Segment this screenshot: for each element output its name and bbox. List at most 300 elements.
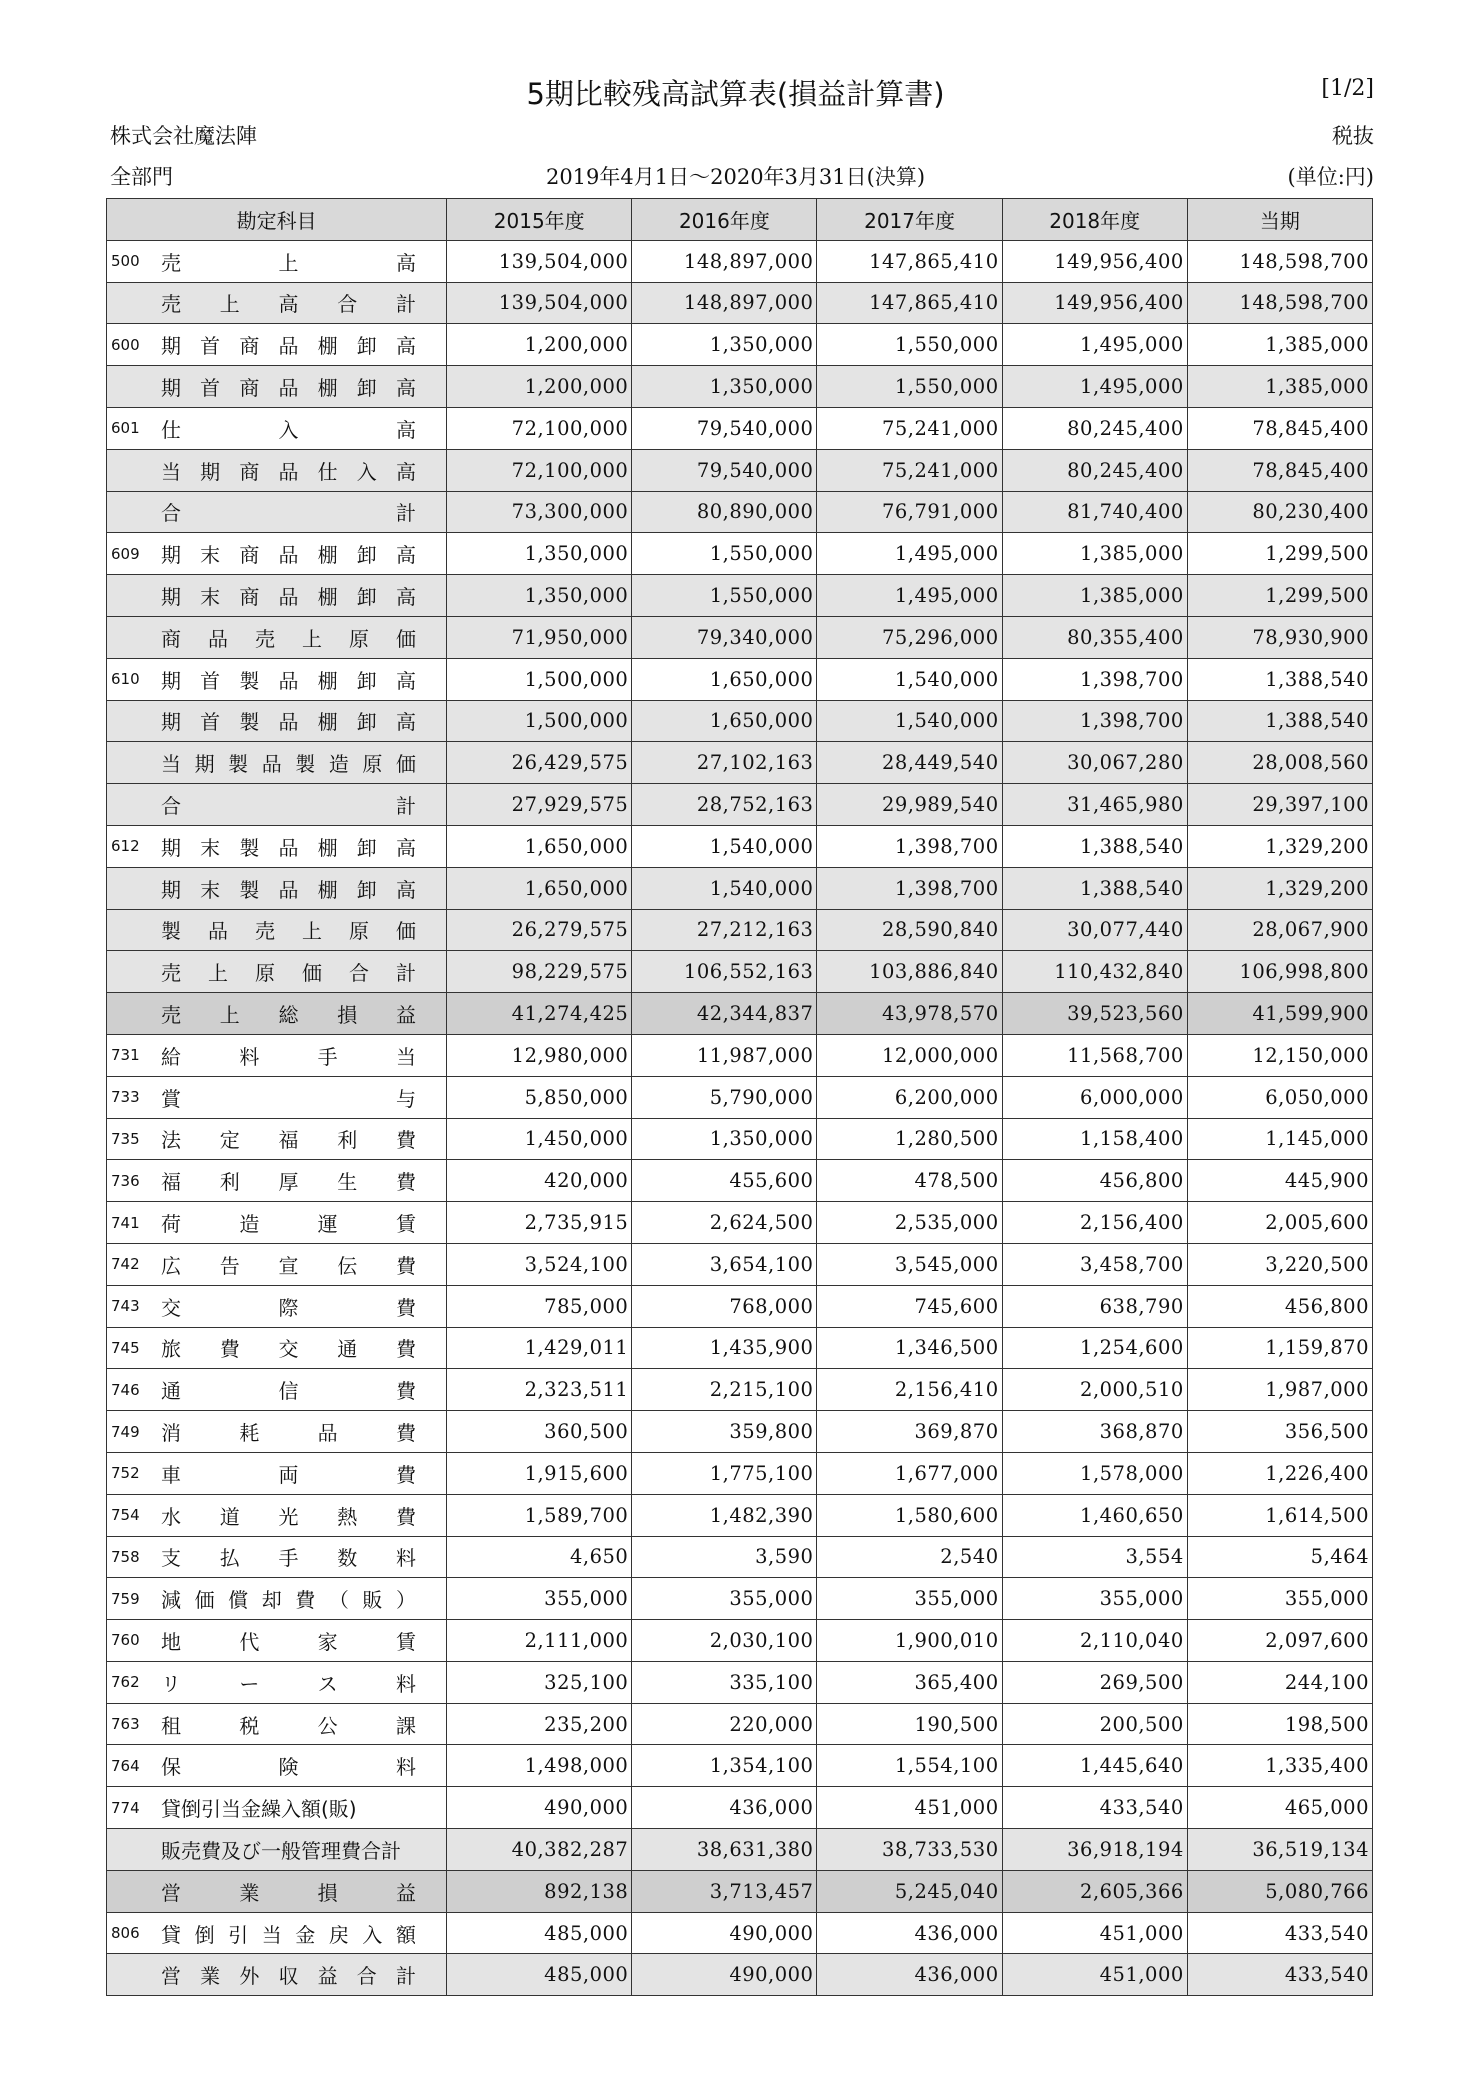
amount-cell: 1,614,500 bbox=[1187, 1494, 1372, 1536]
amount-cell: 27,929,575 bbox=[447, 784, 632, 826]
amount-cell: 2,005,600 bbox=[1187, 1202, 1372, 1244]
account-cell bbox=[107, 407, 447, 449]
amount-cell: 1,254,600 bbox=[1002, 1327, 1187, 1369]
amount-cell: 148,598,700 bbox=[1187, 240, 1372, 282]
account-cell bbox=[107, 1954, 447, 1996]
table-row bbox=[107, 1494, 1373, 1536]
amount-cell: 355,000 bbox=[632, 1578, 817, 1620]
table-row bbox=[107, 1620, 1373, 1662]
account-cell bbox=[107, 575, 447, 617]
amount-cell: 39,523,560 bbox=[1002, 993, 1187, 1035]
amount-cell: 1,498,000 bbox=[447, 1745, 632, 1787]
amount-cell: 28,590,840 bbox=[817, 909, 1002, 951]
account-cell bbox=[107, 1369, 447, 1411]
account-code: 500 bbox=[111, 252, 140, 271]
table-row bbox=[107, 1034, 1373, 1076]
amount-cell: 2,156,400 bbox=[1002, 1202, 1187, 1244]
amount-cell: 148,897,000 bbox=[632, 240, 817, 282]
account-code: 735 bbox=[111, 1129, 140, 1148]
amount-cell: 2,323,511 bbox=[447, 1369, 632, 1411]
amount-cell: 1,299,500 bbox=[1187, 533, 1372, 575]
amount-cell: 41,274,425 bbox=[447, 993, 632, 1035]
table-row bbox=[107, 1912, 1373, 1954]
account-cell bbox=[107, 1661, 447, 1703]
account-name: 減 価 償 却 費 （ 販 ） bbox=[161, 1588, 416, 1613]
account-code: 733 bbox=[111, 1088, 140, 1107]
amount-cell: 1,158,400 bbox=[1002, 1118, 1187, 1160]
amount-cell: 490,000 bbox=[447, 1787, 632, 1829]
col-header-current: 当期 bbox=[1187, 199, 1372, 241]
account-cell bbox=[107, 1076, 447, 1118]
table-row bbox=[107, 784, 1373, 826]
account-cell bbox=[107, 1285, 447, 1327]
amount-cell: 30,077,440 bbox=[1002, 909, 1187, 951]
account-cell bbox=[107, 240, 447, 282]
account-name: 法 定 福 利 費 bbox=[161, 1128, 416, 1153]
account-name: 車 両 費 bbox=[161, 1462, 416, 1487]
amount-cell: 1,580,600 bbox=[817, 1494, 1002, 1536]
amount-cell: 2,000,510 bbox=[1002, 1369, 1187, 1411]
amount-cell: 1,540,000 bbox=[817, 700, 1002, 742]
account-name: 売 上 高 合 計 bbox=[161, 292, 416, 317]
amount-cell: 80,230,400 bbox=[1187, 491, 1372, 533]
table-row bbox=[107, 1703, 1373, 1745]
table-row bbox=[107, 1202, 1373, 1244]
amount-cell: 1,429,011 bbox=[447, 1327, 632, 1369]
account-code: 745 bbox=[111, 1338, 140, 1357]
amount-cell: 1,650,000 bbox=[632, 700, 817, 742]
amount-cell: 81,740,400 bbox=[1002, 491, 1187, 533]
amount-cell: 3,220,500 bbox=[1187, 1243, 1372, 1285]
amount-cell: 1,775,100 bbox=[632, 1452, 817, 1494]
account-name: 交 際 費 bbox=[161, 1295, 416, 1320]
col-header-2017: 2017年度 bbox=[817, 199, 1002, 241]
amount-cell: 768,000 bbox=[632, 1285, 817, 1327]
amount-cell: 27,212,163 bbox=[632, 909, 817, 951]
account-cell bbox=[107, 1118, 447, 1160]
account-code: 749 bbox=[111, 1422, 140, 1441]
account-name: 貸 倒 引 当 金 戻 入 額 bbox=[161, 1922, 416, 1947]
amount-cell: 78,845,400 bbox=[1187, 449, 1372, 491]
table-row bbox=[107, 1076, 1373, 1118]
amount-cell: 3,590 bbox=[632, 1536, 817, 1578]
table-row bbox=[107, 324, 1373, 366]
account-name: 地 代 家 賃 bbox=[161, 1629, 416, 1654]
account-cell bbox=[107, 742, 447, 784]
amount-cell: 355,000 bbox=[447, 1578, 632, 1620]
account-cell bbox=[107, 658, 447, 700]
account-cell bbox=[107, 282, 447, 324]
amount-cell: 1,398,700 bbox=[817, 867, 1002, 909]
amount-cell: 456,800 bbox=[1187, 1285, 1372, 1327]
account-name: 当 期 製 品 製 造 原 価 bbox=[161, 752, 416, 777]
account-code: 736 bbox=[111, 1171, 140, 1190]
account-name: 租 税 公 課 bbox=[161, 1713, 416, 1738]
amount-cell: 80,245,400 bbox=[1002, 407, 1187, 449]
amount-cell: 2,624,500 bbox=[632, 1202, 817, 1244]
account-name: 貸倒引当金繰入額(販) bbox=[161, 1797, 357, 1822]
account-name: 期 末 商 品 棚 卸 高 bbox=[161, 585, 416, 610]
account-code: 754 bbox=[111, 1506, 140, 1525]
amount-cell: 75,296,000 bbox=[817, 616, 1002, 658]
account-cell bbox=[107, 909, 447, 951]
amount-cell: 490,000 bbox=[632, 1912, 817, 1954]
amount-cell: 1,540,000 bbox=[632, 867, 817, 909]
amount-cell: 892,138 bbox=[447, 1870, 632, 1912]
table-row bbox=[107, 658, 1373, 700]
amount-cell: 1,495,000 bbox=[1002, 366, 1187, 408]
account-name: 合 計 bbox=[161, 794, 416, 819]
account-name: 期 首 商 品 棚 卸 高 bbox=[161, 334, 416, 359]
table-row bbox=[107, 909, 1373, 951]
amount-cell: 149,956,400 bbox=[1002, 282, 1187, 324]
amount-cell: 269,500 bbox=[1002, 1661, 1187, 1703]
account-cell bbox=[107, 993, 447, 1035]
amount-cell: 1,200,000 bbox=[447, 324, 632, 366]
page-number: [1/2] bbox=[1321, 76, 1374, 101]
amount-cell: 12,980,000 bbox=[447, 1034, 632, 1076]
amount-cell: 1,385,000 bbox=[1002, 533, 1187, 575]
amount-cell: 28,008,560 bbox=[1187, 742, 1372, 784]
account-name: 売 上 原 価 合 計 bbox=[161, 961, 416, 986]
account-code: 806 bbox=[111, 1924, 140, 1943]
amount-cell: 1,350,000 bbox=[632, 366, 817, 408]
table-row bbox=[107, 951, 1373, 993]
amount-cell: 38,733,530 bbox=[817, 1829, 1002, 1871]
account-code: 758 bbox=[111, 1547, 140, 1566]
amount-cell: 356,500 bbox=[1187, 1411, 1372, 1453]
amount-cell: 1,398,700 bbox=[1002, 700, 1187, 742]
amount-cell: 4,650 bbox=[447, 1536, 632, 1578]
table-row bbox=[107, 1829, 1373, 1871]
table-row bbox=[107, 1870, 1373, 1912]
account-name: 期 末 製 品 棚 卸 高 bbox=[161, 877, 416, 902]
account-cell bbox=[107, 1494, 447, 1536]
account-name: 水 道 光 熱 費 bbox=[161, 1504, 416, 1529]
amount-cell: 98,229,575 bbox=[447, 951, 632, 993]
amount-cell: 6,200,000 bbox=[817, 1076, 1002, 1118]
amount-cell: 11,987,000 bbox=[632, 1034, 817, 1076]
account-name: 期 末 商 品 棚 卸 高 bbox=[161, 543, 416, 568]
amount-cell: 1,280,500 bbox=[817, 1118, 1002, 1160]
amount-cell: 1,385,000 bbox=[1002, 575, 1187, 617]
amount-cell: 235,200 bbox=[447, 1703, 632, 1745]
amount-cell: 79,340,000 bbox=[632, 616, 817, 658]
amount-cell: 11,568,700 bbox=[1002, 1034, 1187, 1076]
amount-cell: 2,030,100 bbox=[632, 1620, 817, 1662]
amount-cell: 3,545,000 bbox=[817, 1243, 1002, 1285]
col-header-2018: 2018年度 bbox=[1002, 199, 1187, 241]
account-name: 支 払 手 数 料 bbox=[161, 1546, 416, 1571]
amount-cell: 1,900,010 bbox=[817, 1620, 1002, 1662]
amount-cell: 445,900 bbox=[1187, 1160, 1372, 1202]
amount-cell: 1,540,000 bbox=[817, 658, 1002, 700]
amount-cell: 106,998,800 bbox=[1187, 951, 1372, 993]
amount-cell: 1,435,900 bbox=[632, 1327, 817, 1369]
amount-cell: 1,677,000 bbox=[817, 1452, 1002, 1494]
amount-cell: 1,550,000 bbox=[632, 575, 817, 617]
amount-cell: 1,346,500 bbox=[817, 1327, 1002, 1369]
table-row bbox=[107, 1578, 1373, 1620]
account-code: 743 bbox=[111, 1297, 140, 1316]
account-code: 610 bbox=[111, 670, 140, 689]
amount-cell: 1,226,400 bbox=[1187, 1452, 1372, 1494]
table-row bbox=[107, 1787, 1373, 1829]
account-name: 製 品 売 上 原 価 bbox=[161, 919, 416, 944]
account-cell bbox=[107, 1202, 447, 1244]
amount-cell: 436,000 bbox=[817, 1912, 1002, 1954]
amount-cell: 78,930,900 bbox=[1187, 616, 1372, 658]
amount-cell: 12,150,000 bbox=[1187, 1034, 1372, 1076]
amount-cell: 478,500 bbox=[817, 1160, 1002, 1202]
account-cell bbox=[107, 951, 447, 993]
amount-cell: 1,388,540 bbox=[1187, 700, 1372, 742]
amount-cell: 190,500 bbox=[817, 1703, 1002, 1745]
amount-cell: 1,578,000 bbox=[1002, 1452, 1187, 1494]
amount-cell: 1,354,100 bbox=[632, 1745, 817, 1787]
account-code: 600 bbox=[111, 335, 140, 354]
amount-cell: 359,800 bbox=[632, 1411, 817, 1453]
amount-cell: 5,080,766 bbox=[1187, 1870, 1372, 1912]
account-code: 752 bbox=[111, 1464, 140, 1483]
amount-cell: 139,504,000 bbox=[447, 282, 632, 324]
amount-cell: 1,350,000 bbox=[447, 533, 632, 575]
amount-cell: 433,540 bbox=[1187, 1954, 1372, 1996]
account-name: 営 業 損 益 bbox=[161, 1880, 416, 1905]
department: 全部門 bbox=[110, 165, 173, 189]
account-cell bbox=[107, 784, 447, 826]
amount-cell: 455,600 bbox=[632, 1160, 817, 1202]
amount-cell: 360,500 bbox=[447, 1411, 632, 1453]
amount-cell: 12,000,000 bbox=[817, 1034, 1002, 1076]
amount-cell: 80,890,000 bbox=[632, 491, 817, 533]
amount-cell: 2,110,040 bbox=[1002, 1620, 1187, 1662]
account-code: 746 bbox=[111, 1380, 140, 1399]
account-cell bbox=[107, 1620, 447, 1662]
amount-cell: 6,050,000 bbox=[1187, 1076, 1372, 1118]
table-row bbox=[107, 366, 1373, 408]
amount-cell: 36,918,194 bbox=[1002, 1829, 1187, 1871]
account-name: 当 期 商 品 仕 入 高 bbox=[161, 459, 416, 484]
account-name: 広 告 宣 伝 費 bbox=[161, 1253, 416, 1278]
amount-cell: 451,000 bbox=[1002, 1912, 1187, 1954]
account-code: 764 bbox=[111, 1756, 140, 1775]
amount-cell: 485,000 bbox=[447, 1954, 632, 1996]
amount-cell: 1,540,000 bbox=[632, 825, 817, 867]
amount-cell: 149,956,400 bbox=[1002, 240, 1187, 282]
account-code: 760 bbox=[111, 1631, 140, 1650]
col-header-2015: 2015年度 bbox=[447, 199, 632, 241]
table-row bbox=[107, 240, 1373, 282]
amount-cell: 220,000 bbox=[632, 1703, 817, 1745]
amount-cell: 28,067,900 bbox=[1187, 909, 1372, 951]
amount-cell: 1,385,000 bbox=[1187, 324, 1372, 366]
table-row bbox=[107, 575, 1373, 617]
amount-cell: 76,791,000 bbox=[817, 491, 1002, 533]
report-title: 5期比較残高試算表(損益計算書) bbox=[526, 77, 945, 111]
amount-cell: 1,329,200 bbox=[1187, 825, 1372, 867]
account-code: 763 bbox=[111, 1715, 140, 1734]
amount-cell: 5,245,040 bbox=[817, 1870, 1002, 1912]
amount-cell: 1,159,870 bbox=[1187, 1327, 1372, 1369]
amount-cell: 3,458,700 bbox=[1002, 1243, 1187, 1285]
amount-cell: 1,388,540 bbox=[1187, 658, 1372, 700]
table-header-row bbox=[107, 199, 1373, 241]
account-cell bbox=[107, 1912, 447, 1954]
account-name: 給 料 手 当 bbox=[161, 1044, 416, 1069]
amount-cell: 5,850,000 bbox=[447, 1076, 632, 1118]
table-row bbox=[107, 533, 1373, 575]
amount-cell: 1,495,000 bbox=[1002, 324, 1187, 366]
account-cell bbox=[107, 1452, 447, 1494]
amount-cell: 433,540 bbox=[1187, 1912, 1372, 1954]
amount-cell: 2,605,366 bbox=[1002, 1870, 1187, 1912]
table-row bbox=[107, 742, 1373, 784]
account-name: 仕 入 高 bbox=[161, 417, 416, 442]
table-row bbox=[107, 282, 1373, 324]
fiscal-period: 2019年4月1日～2020年3月31日(決算) bbox=[545, 165, 926, 189]
account-name: 販売費及び一般管理費合計 bbox=[161, 1838, 401, 1863]
amount-cell: 147,865,410 bbox=[817, 282, 1002, 324]
account-name: 営 業 外 収 益 合 計 bbox=[161, 1964, 416, 1989]
account-code: 774 bbox=[111, 1798, 140, 1817]
table-row bbox=[107, 1745, 1373, 1787]
amount-cell: 75,241,000 bbox=[817, 407, 1002, 449]
table-row bbox=[107, 700, 1373, 742]
amount-cell: 3,554 bbox=[1002, 1536, 1187, 1578]
trial-balance-table bbox=[106, 198, 1373, 1996]
amount-cell: 27,102,163 bbox=[632, 742, 817, 784]
amount-cell: 75,241,000 bbox=[817, 449, 1002, 491]
amount-cell: 2,156,410 bbox=[817, 1369, 1002, 1411]
account-cell bbox=[107, 1243, 447, 1285]
table-row bbox=[107, 1285, 1373, 1327]
account-cell bbox=[107, 700, 447, 742]
amount-cell: 200,500 bbox=[1002, 1703, 1187, 1745]
table-row bbox=[107, 825, 1373, 867]
amount-cell: 147,865,410 bbox=[817, 240, 1002, 282]
amount-cell: 355,000 bbox=[1187, 1578, 1372, 1620]
amount-cell: 38,631,380 bbox=[632, 1829, 817, 1871]
amount-cell: 28,449,540 bbox=[817, 742, 1002, 784]
amount-cell: 1,460,650 bbox=[1002, 1494, 1187, 1536]
amount-cell: 31,465,980 bbox=[1002, 784, 1187, 826]
table-row bbox=[107, 867, 1373, 909]
amount-cell: 1,385,000 bbox=[1187, 366, 1372, 408]
account-code: 762 bbox=[111, 1673, 140, 1692]
account-cell bbox=[107, 1745, 447, 1787]
account-code: 612 bbox=[111, 837, 140, 856]
amount-cell: 436,000 bbox=[632, 1787, 817, 1829]
account-name: 保 険 料 bbox=[161, 1755, 416, 1780]
amount-cell: 1,398,700 bbox=[817, 825, 1002, 867]
account-cell bbox=[107, 1787, 447, 1829]
table-row bbox=[107, 1327, 1373, 1369]
amount-cell: 368,870 bbox=[1002, 1411, 1187, 1453]
account-name: 荷 造 運 賃 bbox=[161, 1212, 416, 1237]
account-name: 消 耗 品 費 bbox=[161, 1421, 416, 1445]
amount-cell: 72,100,000 bbox=[447, 407, 632, 449]
table-row bbox=[107, 1160, 1373, 1202]
table-row bbox=[107, 1243, 1373, 1285]
table-row bbox=[107, 1411, 1373, 1453]
col-header-2016: 2016年度 bbox=[632, 199, 817, 241]
amount-cell: 490,000 bbox=[632, 1954, 817, 1996]
amount-cell: 1,482,390 bbox=[632, 1494, 817, 1536]
account-code: 609 bbox=[111, 544, 140, 563]
tax-mode: 税抜 bbox=[1332, 124, 1374, 148]
account-cell bbox=[107, 1411, 447, 1453]
amount-cell: 80,245,400 bbox=[1002, 449, 1187, 491]
account-name: 商 品 売 上 原 価 bbox=[161, 626, 416, 651]
amount-cell: 148,598,700 bbox=[1187, 282, 1372, 324]
amount-cell: 638,790 bbox=[1002, 1285, 1187, 1327]
amount-cell: 2,111,000 bbox=[447, 1620, 632, 1662]
amount-cell: 1,398,700 bbox=[1002, 658, 1187, 700]
amount-cell: 79,540,000 bbox=[632, 449, 817, 491]
account-name: 旅 費 交 通 費 bbox=[161, 1337, 416, 1362]
amount-cell: 43,978,570 bbox=[817, 993, 1002, 1035]
amount-cell: 1,500,000 bbox=[447, 658, 632, 700]
amount-cell: 1,915,600 bbox=[447, 1452, 632, 1494]
account-code: 731 bbox=[111, 1046, 140, 1065]
amount-cell: 2,535,000 bbox=[817, 1202, 1002, 1244]
amount-cell: 5,790,000 bbox=[632, 1076, 817, 1118]
amount-cell: 1,495,000 bbox=[817, 533, 1002, 575]
amount-cell: 745,600 bbox=[817, 1285, 1002, 1327]
account-code: 601 bbox=[111, 419, 140, 438]
amount-cell: 1,550,000 bbox=[817, 366, 1002, 408]
amount-cell: 28,752,163 bbox=[632, 784, 817, 826]
amount-cell: 106,552,163 bbox=[632, 951, 817, 993]
amount-cell: 26,429,575 bbox=[447, 742, 632, 784]
amount-cell: 30,067,280 bbox=[1002, 742, 1187, 784]
amount-cell: 42,344,837 bbox=[632, 993, 817, 1035]
amount-cell: 29,397,100 bbox=[1187, 784, 1372, 826]
company-name: 株式会社魔法陣 bbox=[110, 124, 257, 148]
table-row bbox=[107, 491, 1373, 533]
account-cell bbox=[107, 491, 447, 533]
table-row bbox=[107, 407, 1373, 449]
account-name: 期 首 製 品 棚 卸 高 bbox=[161, 668, 416, 693]
amount-cell: 79,540,000 bbox=[632, 407, 817, 449]
amount-cell: 1,500,000 bbox=[447, 700, 632, 742]
account-cell bbox=[107, 533, 447, 575]
table-row bbox=[107, 1661, 1373, 1703]
amount-cell: 355,000 bbox=[817, 1578, 1002, 1620]
account-code: 741 bbox=[111, 1213, 140, 1232]
amount-cell: 1,445,640 bbox=[1002, 1745, 1187, 1787]
amount-cell: 325,100 bbox=[447, 1661, 632, 1703]
amount-cell: 465,000 bbox=[1187, 1787, 1372, 1829]
account-name: 合 計 bbox=[161, 501, 416, 526]
amount-cell: 1,550,000 bbox=[817, 324, 1002, 366]
amount-cell: 72,100,000 bbox=[447, 449, 632, 491]
amount-cell: 40,382,287 bbox=[447, 1829, 632, 1871]
amount-cell: 456,800 bbox=[1002, 1160, 1187, 1202]
amount-cell: 1,589,700 bbox=[447, 1494, 632, 1536]
account-cell bbox=[107, 1578, 447, 1620]
amount-cell: 485,000 bbox=[447, 1912, 632, 1954]
amount-cell: 1,650,000 bbox=[632, 658, 817, 700]
amount-cell: 369,870 bbox=[817, 1411, 1002, 1453]
amount-cell: 1,495,000 bbox=[817, 575, 1002, 617]
table-row bbox=[107, 1954, 1373, 1996]
amount-cell: 41,599,900 bbox=[1187, 993, 1372, 1035]
account-cell bbox=[107, 1703, 447, 1745]
amount-cell: 785,000 bbox=[447, 1285, 632, 1327]
amount-cell: 2,215,100 bbox=[632, 1369, 817, 1411]
